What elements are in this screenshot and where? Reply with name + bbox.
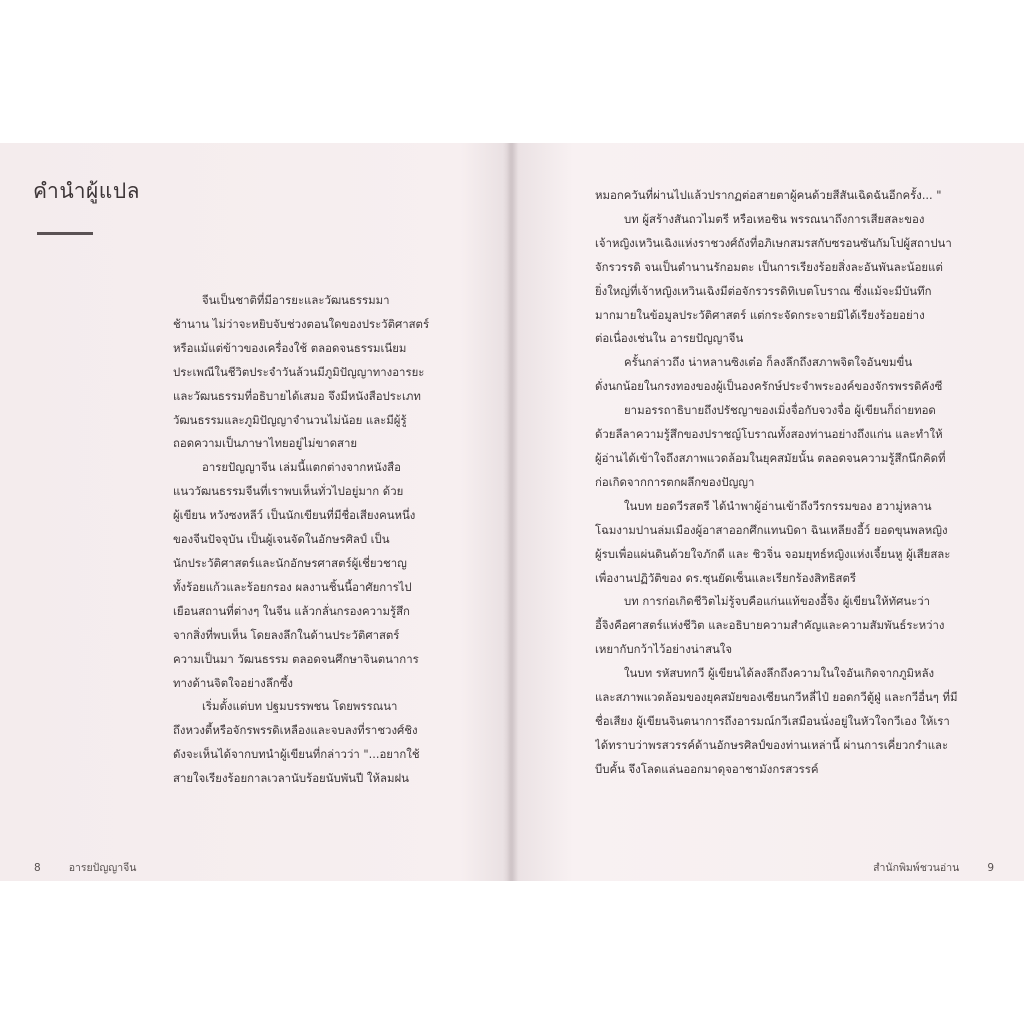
text-line: มากมายในข้อมูลประวัติศาสตร์ แต่กระจัดกระจายมิได้เรียงร้อยอย่าง [595, 307, 925, 322]
text-line: นักประวัติศาสตร์และนักอักษรศาสตร์ผู้เชี่ยวชาญ [173, 555, 407, 570]
text-line: เริ่มตั้งแต่บท ปฐมบรรพชน โดยพรรณนา [202, 699, 398, 714]
text-line: หมอกควันที่ผ่านไปแล้วปรากฏต่อสายตาผู้คนด้วยสีสันเฉิดฉันอีกครั้ง... " [595, 188, 942, 202]
title-underline [37, 232, 93, 235]
text-line: ยิ่งใหญ่ที่เจ้าหญิงเหวินเฉิงมีต่อจักรวรรดิทิเบตโบราณ ซึ่งแม้จะมีบันทึก [595, 283, 932, 298]
text-line: ชื่อเสียง ผู้เขียนจินตนาการถึงอารมณ์กวีเสมือนนั่งอยู่ในหัวใจกวีเอง ให้เรา [595, 713, 950, 728]
text-line: ครั้นกล่าวถึง น่าหลานซิงเต๋อ ก็ลงลึกถึงสภาพจิตใจอันขมขื่น [624, 355, 913, 370]
page-number: 8 [34, 862, 41, 874]
text-line: ถอดความเป็นภาษาไทยอยู่ไม่ขาดสาย [173, 436, 358, 451]
text-line: จักรวรรดิ จนเป็นตำนานรักอมตะ เป็นการเรียงร้อยสิ่งละอันพันละน้อยแต่ [595, 259, 943, 274]
text-line: เหยากับกว้าไว้อย่างน่าสนใจ [595, 642, 733, 657]
text-line: ผู้เขียน หวังซงหลีว์ เป็นนักเขียนที่มีชื่อเสียงคนหนึ่ง [173, 508, 416, 523]
text-line: ดั่งนกน้อยในกรงทองของผู้เป็นองครักษ์ประจำพระองค์ของจักรพรรดิคังซี [595, 379, 943, 394]
left-page [0, 143, 510, 881]
text-line: ประเพณีในชีวิตประจำวันล้วนมีภูมิปัญญาทางอารยะ [173, 364, 425, 379]
book-spread [0, 143, 1024, 881]
text-line: ด้วยลีลาความรู้สึกของปราชญ์โบราณทั้งสองท่านอย่างถึงแก่น และทำให้ [595, 427, 943, 442]
text-line: หรือแม้แต่ข้าวของเครื่องใช้ ตลอดจนธรรมเนียม [173, 340, 407, 355]
text-line: ถึงหวงตี้หรือจักรพรรดิเหลืองและจบลงที่ราชวงศ์ชิง [173, 723, 418, 738]
running-header: อารยปัญญาจีน [68, 862, 137, 874]
text-line: ดังจะเห็นได้จากบทนำผู้เขียนที่กล่าวว่า "...อยากใช้ [173, 747, 420, 762]
text-line: เพื่องานปฏิวัติของ ดร.ซุนยัดเซ็นและเรียกร้องสิทธิสตรี [595, 570, 857, 585]
text-line: ช้านาน ไม่ว่าจะหยิบจับช่วงตอนใดของประวัติศาสตร์ [173, 316, 430, 331]
text-line: ก่อเกิดจากการตกผลึกของปัญญา [595, 474, 755, 489]
left-body-text [173, 289, 437, 791]
text-line: อารยปัญญาจีน เล่มนี้แตกต่างจากหนังสือ [202, 460, 401, 475]
text-line: และวัฒนธรรมที่อธิบายได้เสมอ จึงมีหนังสือประเภท [173, 388, 421, 403]
text-line: บท การก่อเกิดชีวิตไม่รู้จบคือแก่นแท้ของอี้จิง ผู้เขียนให้ทัศนะว่า [624, 594, 931, 609]
text-line: และสภาพแวดล้อมของยุคสมัยของเซียนกวีหลี่ไป๋ ยอดกวีตู้ฝู่ และกวีอื่นๆ ที่มี [595, 690, 958, 705]
text-line: ยามอรรถาธิบายถึงปรัชญาของเมิ่งจื่อกับจวงจื่อ ผู้เขียนก็ถ่ายทอด [624, 403, 936, 418]
text-line: จากสิ่งที่พบเห็น โดยลงลึกในด้านประวัติศาสตร์ [173, 627, 400, 642]
text-line: ผู้อ่านได้เข้าใจถึงสภาพแวดล้อมในยุคสมัยนั้น ตลอดจนความรู้สึกนึกคิดที่ [595, 450, 946, 465]
text-line: อี้จิงคือศาสตร์แห่งชีวิต และอธิบายความสำคัญและความสัมพันธ์ระหว่าง [595, 618, 945, 633]
text-line: จีนเป็นชาติที่มีอารยะและวัฒนธรรมมา [202, 293, 390, 307]
text-line: ผู้รบเพื่อแผ่นดินด้วยใจภักดี และ ชิวจิ่น จอมยุทธ์หญิงแห่งเจี้ยนหู ผู้เสียสละ [595, 546, 951, 561]
text-line: โฉมงามปานล่มเมืองผู้อาสาออกศึกแทนบิดา ฉินเหลียงอี้ว์ ยอดขุนพลหญิง [595, 522, 948, 537]
text-line: ทั้งร้อยแก้วและร้อยกรอง ผลงานชิ้นนี้อาศัยการไป [173, 579, 412, 594]
text-line: ได้ทราบว่าพรสวรรค์ด้านอักษรศิลป์ของท่านเหล่านี้ ผ่านการเคี่ยวกรำและ [595, 737, 949, 752]
text-line: ความเป็นมา วัฒนธรรม ตลอดจนศึกษาจินตนาการ [173, 651, 419, 666]
text-line: เยือนสถานที่ต่างๆ ในจีน แล้วกลั่นกรองความรู้สึก [173, 603, 410, 618]
text-line: ในบท รหัสบทกวี ผู้เขียนได้ลงลึกถึงความในใจอันเกิดจากภูมิหลัง [624, 666, 935, 681]
text-line: เจ้าหญิงเหวินเฉิงแห่งราชวงศ์ถังที่อภิเษกสมรสกับซรอนซันกัมโปผู้สถาปนา [595, 235, 952, 250]
text-line: แนววัฒนธรรมจีนที่เราพบเห็นทั่วไปอยู่มาก ด้วย [173, 484, 404, 499]
text-line: ทางด้านจิตใจอย่างลึกซึ้ง [173, 675, 293, 690]
right-folio [873, 859, 994, 876]
text-line: วัฒนธรรมและภูมิปัญญาจำนวนไม่น้อย และมีผู้รู้ [173, 412, 407, 427]
running-header: สำนักพิมพ์ชวนอ่าน [873, 862, 960, 874]
text-line: ต่อเนื่องเช่นใน อารยปัญญาจีน [595, 331, 744, 346]
chapter-title: คำนำผู้แปล [33, 179, 141, 203]
text-line: บีบคั้น จึงโลดแล่นออกมาดุจอาชามังกรสวรรค์ [595, 761, 819, 776]
left-folio [34, 859, 136, 876]
text-line: สายใจเรียงร้อยกาลเวลานับร้อยนับพันปี ให้ลมฝน [173, 771, 409, 786]
right-page [512, 143, 1024, 881]
text-line: ของจีนปัจจุบัน เป็นผู้เจนจัดในอักษรศิลป์ เป็น [173, 532, 390, 547]
right-body-text [595, 184, 968, 782]
text-line: บท ผู้สร้างสันถวไมตรี หรือเหอชิน พรรณนาถึงการเสียสละของ [624, 211, 925, 226]
text-line: ในบท ยอดวีรสตรี ได้นำพาผู้อ่านเข้าถึงวีรกรรมของ ฮวามู่หลาน [624, 498, 932, 513]
page-number: 9 [987, 862, 994, 874]
